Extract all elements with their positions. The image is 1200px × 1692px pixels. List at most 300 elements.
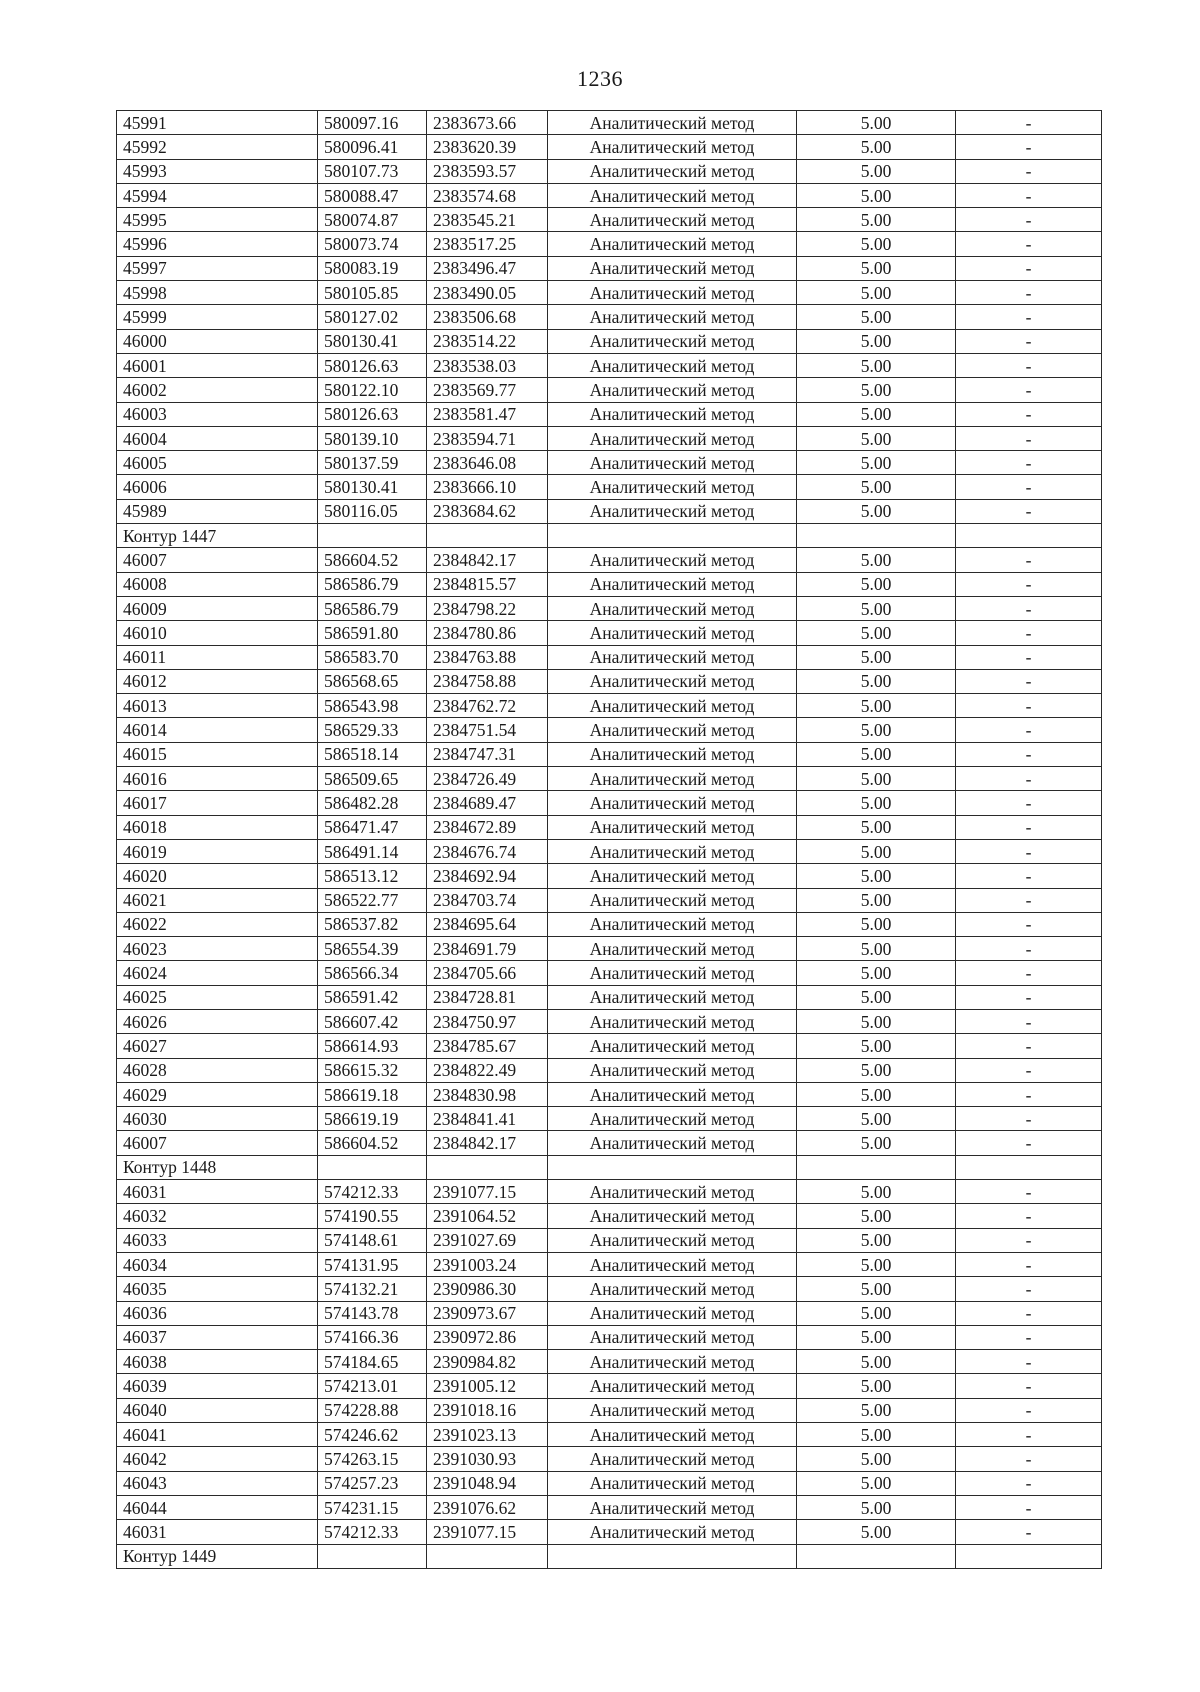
table-row <box>117 1398 1102 1422</box>
point-id-cell: 45995 <box>117 208 318 232</box>
method-cell: Аналитический метод <box>548 718 797 742</box>
error-cell: 5.00 <box>797 426 956 450</box>
note-cell: - <box>956 1034 1102 1058</box>
y-coordinate-cell: 2383569.77 <box>427 378 548 402</box>
point-id-cell: 46000 <box>117 329 318 353</box>
x-coordinate-cell: 574143.78 <box>318 1301 427 1325</box>
method-cell: Аналитический метод <box>548 621 797 645</box>
note-cell: - <box>956 572 1102 596</box>
x-coordinate-cell: 586482.28 <box>318 791 427 815</box>
y-coordinate-cell: 2384758.88 <box>427 669 548 693</box>
method-cell: Аналитический метод <box>548 1228 797 1252</box>
note-cell: - <box>956 1277 1102 1301</box>
y-coordinate-cell: 2384842.17 <box>427 548 548 572</box>
y-coordinate-cell: 2391005.12 <box>427 1374 548 1398</box>
point-id-cell: 46019 <box>117 839 318 863</box>
note-cell: - <box>956 1301 1102 1325</box>
note-cell: - <box>956 1180 1102 1204</box>
error-cell: 5.00 <box>797 839 956 863</box>
note-cell: - <box>956 985 1102 1009</box>
y-coordinate-cell: 2383594.71 <box>427 426 548 450</box>
x-coordinate-cell: 574212.33 <box>318 1180 427 1204</box>
point-id-cell: 46037 <box>117 1325 318 1349</box>
error-cell: 5.00 <box>797 1520 956 1544</box>
method-cell: Аналитический метод <box>548 548 797 572</box>
x-coordinate-cell: 574132.21 <box>318 1277 427 1301</box>
table-row <box>117 937 1102 961</box>
method-cell: Аналитический метод <box>548 767 797 791</box>
error-cell: 5.00 <box>797 256 956 280</box>
empty-cell <box>956 524 1102 548</box>
note-cell: - <box>956 669 1102 693</box>
method-cell: Аналитический метод <box>548 402 797 426</box>
y-coordinate-cell: 2391027.69 <box>427 1228 548 1252</box>
table-row <box>117 791 1102 815</box>
note-cell: - <box>956 888 1102 912</box>
y-coordinate-cell: 2383506.68 <box>427 305 548 329</box>
x-coordinate-cell: 586509.65 <box>318 767 427 791</box>
empty-cell <box>318 1155 427 1179</box>
x-coordinate-cell: 586518.14 <box>318 742 427 766</box>
empty-cell <box>427 1544 548 1568</box>
method-cell: Аналитический метод <box>548 353 797 377</box>
method-cell: Аналитический метод <box>548 1423 797 1447</box>
note-cell: - <box>956 183 1102 207</box>
note-cell: - <box>956 111 1102 135</box>
point-id-cell: 45996 <box>117 232 318 256</box>
x-coordinate-cell: 586615.32 <box>318 1058 427 1082</box>
x-coordinate-cell: 586543.98 <box>318 694 427 718</box>
y-coordinate-cell: 2384695.64 <box>427 912 548 936</box>
error-cell: 5.00 <box>797 645 956 669</box>
error-cell: 5.00 <box>797 232 956 256</box>
table-row <box>117 1034 1102 1058</box>
x-coordinate-cell: 586554.39 <box>318 937 427 961</box>
x-coordinate-cell: 580088.47 <box>318 183 427 207</box>
table-row <box>117 548 1102 572</box>
table-row <box>117 669 1102 693</box>
table-row <box>117 111 1102 135</box>
table-row <box>117 208 1102 232</box>
x-coordinate-cell: 586619.19 <box>318 1107 427 1131</box>
table-row <box>117 1082 1102 1106</box>
point-id-cell: 46007 <box>117 548 318 572</box>
note-cell: - <box>956 1471 1102 1495</box>
empty-cell <box>956 1155 1102 1179</box>
error-cell: 5.00 <box>797 767 956 791</box>
y-coordinate-cell: 2383517.25 <box>427 232 548 256</box>
note-cell: - <box>956 767 1102 791</box>
method-cell: Аналитический метод <box>548 1204 797 1228</box>
table-row <box>117 1301 1102 1325</box>
note-cell: - <box>956 718 1102 742</box>
method-cell: Аналитический метод <box>548 329 797 353</box>
method-cell: Аналитический метод <box>548 864 797 888</box>
x-coordinate-cell: 580096.41 <box>318 135 427 159</box>
point-id-cell: 46006 <box>117 475 318 499</box>
table-row <box>117 767 1102 791</box>
contour-header-row <box>117 1155 1102 1179</box>
point-id-cell: 46031 <box>117 1520 318 1544</box>
y-coordinate-cell: 2391076.62 <box>427 1495 548 1519</box>
y-coordinate-cell: 2391048.94 <box>427 1471 548 1495</box>
point-id-cell: 46039 <box>117 1374 318 1398</box>
method-cell: Аналитический метод <box>548 596 797 620</box>
method-cell: Аналитический метод <box>548 1277 797 1301</box>
table-row <box>117 1325 1102 1349</box>
method-cell: Аналитический метод <box>548 912 797 936</box>
x-coordinate-cell: 586614.93 <box>318 1034 427 1058</box>
page-number: 1236 <box>577 66 623 91</box>
contour-header-row <box>117 1544 1102 1568</box>
y-coordinate-cell: 2384726.49 <box>427 767 548 791</box>
method-cell: Аналитический метод <box>548 281 797 305</box>
method-cell: Аналитический метод <box>548 1034 797 1058</box>
error-cell: 5.00 <box>797 1495 956 1519</box>
x-coordinate-cell: 580130.41 <box>318 329 427 353</box>
method-cell: Аналитический метод <box>548 1495 797 1519</box>
error-cell: 5.00 <box>797 475 956 499</box>
y-coordinate-cell: 2383684.62 <box>427 499 548 523</box>
y-coordinate-cell: 2384780.86 <box>427 621 548 645</box>
point-id-cell: 45989 <box>117 499 318 523</box>
error-cell: 5.00 <box>797 451 956 475</box>
x-coordinate-cell: 586529.33 <box>318 718 427 742</box>
y-coordinate-cell: 2384815.57 <box>427 572 548 596</box>
method-cell: Аналитический метод <box>548 183 797 207</box>
y-coordinate-cell: 2384728.81 <box>427 985 548 1009</box>
method-cell: Аналитический метод <box>548 135 797 159</box>
method-cell: Аналитический метод <box>548 499 797 523</box>
error-cell: 5.00 <box>797 1374 956 1398</box>
x-coordinate-cell: 580074.87 <box>318 208 427 232</box>
point-id-cell: 46015 <box>117 742 318 766</box>
method-cell: Аналитический метод <box>548 572 797 596</box>
table-row <box>117 475 1102 499</box>
x-coordinate-cell: 580073.74 <box>318 232 427 256</box>
note-cell: - <box>956 742 1102 766</box>
method-cell: Аналитический метод <box>548 256 797 280</box>
point-id-cell: 46003 <box>117 402 318 426</box>
empty-cell <box>318 524 427 548</box>
error-cell: 5.00 <box>797 961 956 985</box>
error-cell: 5.00 <box>797 888 956 912</box>
empty-cell <box>318 1544 427 1568</box>
note-cell: - <box>956 1495 1102 1519</box>
method-cell: Аналитический метод <box>548 985 797 1009</box>
y-coordinate-cell: 2383574.68 <box>427 183 548 207</box>
table-row <box>117 1447 1102 1471</box>
note-cell: - <box>956 135 1102 159</box>
point-id-cell: 45993 <box>117 159 318 183</box>
table-row <box>117 451 1102 475</box>
table-row <box>117 426 1102 450</box>
point-id-cell: 46023 <box>117 937 318 961</box>
note-cell: - <box>956 1082 1102 1106</box>
note-cell: - <box>956 621 1102 645</box>
table-row <box>117 1471 1102 1495</box>
method-cell: Аналитический метод <box>548 1009 797 1033</box>
method-cell: Аналитический метод <box>548 305 797 329</box>
x-coordinate-cell: 580083.19 <box>318 256 427 280</box>
method-cell: Аналитический метод <box>548 742 797 766</box>
x-coordinate-cell: 574246.62 <box>318 1423 427 1447</box>
y-coordinate-cell: 2391023.13 <box>427 1423 548 1447</box>
point-id-cell: 45998 <box>117 281 318 305</box>
error-cell: 5.00 <box>797 378 956 402</box>
y-coordinate-cell: 2384705.66 <box>427 961 548 985</box>
table-row <box>117 1058 1102 1082</box>
note-cell: - <box>956 451 1102 475</box>
point-id-cell: 46042 <box>117 1447 318 1471</box>
method-cell: Аналитический метод <box>548 839 797 863</box>
point-id-cell: 46028 <box>117 1058 318 1082</box>
table-row <box>117 621 1102 645</box>
note-cell: - <box>956 694 1102 718</box>
error-cell: 5.00 <box>797 1131 956 1155</box>
x-coordinate-cell: 574184.65 <box>318 1350 427 1374</box>
method-cell: Аналитический метод <box>548 208 797 232</box>
table-row <box>117 864 1102 888</box>
x-coordinate-cell: 580105.85 <box>318 281 427 305</box>
table-row <box>117 183 1102 207</box>
method-cell: Аналитический метод <box>548 1325 797 1349</box>
note-cell: - <box>956 596 1102 620</box>
error-cell: 5.00 <box>797 548 956 572</box>
x-coordinate-cell: 574190.55 <box>318 1204 427 1228</box>
error-cell: 5.00 <box>797 572 956 596</box>
x-coordinate-cell: 574257.23 <box>318 1471 427 1495</box>
point-id-cell: 46004 <box>117 426 318 450</box>
x-coordinate-cell: 586491.14 <box>318 839 427 863</box>
point-id-cell: 45991 <box>117 111 318 135</box>
y-coordinate-cell: 2384762.72 <box>427 694 548 718</box>
method-cell: Аналитический метод <box>548 1350 797 1374</box>
error-cell: 5.00 <box>797 1301 956 1325</box>
table-row <box>117 1495 1102 1519</box>
table-row <box>117 572 1102 596</box>
x-coordinate-cell: 586604.52 <box>318 548 427 572</box>
table-row <box>117 1423 1102 1447</box>
error-cell: 5.00 <box>797 596 956 620</box>
note-cell: - <box>956 1350 1102 1374</box>
coordinates-table <box>116 110 1102 1569</box>
x-coordinate-cell: 580122.10 <box>318 378 427 402</box>
error-cell: 5.00 <box>797 1107 956 1131</box>
table-row <box>117 912 1102 936</box>
x-coordinate-cell: 586604.52 <box>318 1131 427 1155</box>
y-coordinate-cell: 2391077.15 <box>427 1520 548 1544</box>
y-coordinate-cell: 2390986.30 <box>427 1277 548 1301</box>
method-cell: Аналитический метод <box>548 1398 797 1422</box>
point-id-cell: 46017 <box>117 791 318 815</box>
error-cell: 5.00 <box>797 305 956 329</box>
x-coordinate-cell: 586619.18 <box>318 1082 427 1106</box>
note-cell: - <box>956 402 1102 426</box>
y-coordinate-cell: 2384692.94 <box>427 864 548 888</box>
point-id-cell: 46031 <box>117 1180 318 1204</box>
method-cell: Аналитический метод <box>548 1252 797 1276</box>
point-id-cell: 46012 <box>117 669 318 693</box>
point-id-cell: 46036 <box>117 1301 318 1325</box>
error-cell: 5.00 <box>797 159 956 183</box>
table-row <box>117 1277 1102 1301</box>
method-cell: Аналитический метод <box>548 669 797 693</box>
table-row <box>117 1350 1102 1374</box>
y-coordinate-cell: 2384747.31 <box>427 742 548 766</box>
empty-cell <box>797 524 956 548</box>
point-id-cell: 46024 <box>117 961 318 985</box>
point-id-cell: 46035 <box>117 1277 318 1301</box>
method-cell: Аналитический метод <box>548 888 797 912</box>
point-id-cell: 46013 <box>117 694 318 718</box>
point-id-cell: 46018 <box>117 815 318 839</box>
y-coordinate-cell: 2383581.47 <box>427 402 548 426</box>
y-coordinate-cell: 2383490.05 <box>427 281 548 305</box>
point-id-cell: 46032 <box>117 1204 318 1228</box>
empty-cell <box>548 1544 797 1568</box>
method-cell: Аналитический метод <box>548 815 797 839</box>
error-cell: 5.00 <box>797 499 956 523</box>
table-row <box>117 256 1102 280</box>
x-coordinate-cell: 586522.77 <box>318 888 427 912</box>
table-row <box>117 1107 1102 1131</box>
empty-cell <box>427 524 548 548</box>
method-cell: Аналитический метод <box>548 111 797 135</box>
point-id-cell: 46030 <box>117 1107 318 1131</box>
contour-label: Контур 1447 <box>117 524 318 548</box>
table-row <box>117 1131 1102 1155</box>
note-cell: - <box>956 839 1102 863</box>
method-cell: Аналитический метод <box>548 791 797 815</box>
point-id-cell: 46026 <box>117 1009 318 1033</box>
method-cell: Аналитический метод <box>548 232 797 256</box>
error-cell: 5.00 <box>797 208 956 232</box>
x-coordinate-cell: 574131.95 <box>318 1252 427 1276</box>
point-id-cell: 45994 <box>117 183 318 207</box>
note-cell: - <box>956 281 1102 305</box>
point-id-cell: 46025 <box>117 985 318 1009</box>
error-cell: 5.00 <box>797 1447 956 1471</box>
y-coordinate-cell: 2390972.86 <box>427 1325 548 1349</box>
y-coordinate-cell: 2384672.89 <box>427 815 548 839</box>
note-cell: - <box>956 378 1102 402</box>
error-cell: 5.00 <box>797 1228 956 1252</box>
table-row <box>117 305 1102 329</box>
point-id-cell: 45997 <box>117 256 318 280</box>
x-coordinate-cell: 580137.59 <box>318 451 427 475</box>
y-coordinate-cell: 2391064.52 <box>427 1204 548 1228</box>
note-cell: - <box>956 159 1102 183</box>
error-cell: 5.00 <box>797 1398 956 1422</box>
error-cell: 5.00 <box>797 135 956 159</box>
error-cell: 5.00 <box>797 1471 956 1495</box>
method-cell: Аналитический метод <box>548 694 797 718</box>
note-cell: - <box>956 1058 1102 1082</box>
point-id-cell: 46011 <box>117 645 318 669</box>
note-cell: - <box>956 1252 1102 1276</box>
error-cell: 5.00 <box>797 1034 956 1058</box>
table-row <box>117 645 1102 669</box>
y-coordinate-cell: 2384822.49 <box>427 1058 548 1082</box>
note-cell: - <box>956 305 1102 329</box>
y-coordinate-cell: 2384751.54 <box>427 718 548 742</box>
method-cell: Аналитический метод <box>548 1471 797 1495</box>
table-row <box>117 888 1102 912</box>
method-cell: Аналитический метод <box>548 1301 797 1325</box>
x-coordinate-cell: 586566.34 <box>318 961 427 985</box>
point-id-cell: 46043 <box>117 1471 318 1495</box>
error-cell: 5.00 <box>797 694 956 718</box>
table-row <box>117 499 1102 523</box>
point-id-cell: 46005 <box>117 451 318 475</box>
point-id-cell: 46033 <box>117 1228 318 1252</box>
point-id-cell: 46020 <box>117 864 318 888</box>
x-coordinate-cell: 574263.15 <box>318 1447 427 1471</box>
note-cell: - <box>956 1204 1102 1228</box>
method-cell: Аналитический метод <box>548 1520 797 1544</box>
error-cell: 5.00 <box>797 353 956 377</box>
table-row <box>117 1228 1102 1252</box>
y-coordinate-cell: 2390973.67 <box>427 1301 548 1325</box>
error-cell: 5.00 <box>797 1009 956 1033</box>
table-row <box>117 985 1102 1009</box>
table-row <box>117 1204 1102 1228</box>
table-row <box>117 1252 1102 1276</box>
note-cell: - <box>956 208 1102 232</box>
x-coordinate-cell: 586591.42 <box>318 985 427 1009</box>
error-cell: 5.00 <box>797 1058 956 1082</box>
point-id-cell: 46040 <box>117 1398 318 1422</box>
table-row <box>117 596 1102 620</box>
contour-label: Контур 1448 <box>117 1155 318 1179</box>
method-cell: Аналитический метод <box>548 961 797 985</box>
error-cell: 5.00 <box>797 111 956 135</box>
y-coordinate-cell: 2384763.88 <box>427 645 548 669</box>
error-cell: 5.00 <box>797 329 956 353</box>
y-coordinate-cell: 2391077.15 <box>427 1180 548 1204</box>
y-coordinate-cell: 2384691.79 <box>427 937 548 961</box>
y-coordinate-cell: 2383666.10 <box>427 475 548 499</box>
x-coordinate-cell: 586583.70 <box>318 645 427 669</box>
method-cell: Аналитический метод <box>548 1131 797 1155</box>
empty-cell <box>548 524 797 548</box>
note-cell: - <box>956 937 1102 961</box>
error-cell: 5.00 <box>797 985 956 1009</box>
point-id-cell: 46009 <box>117 596 318 620</box>
note-cell: - <box>956 1325 1102 1349</box>
note-cell: - <box>956 329 1102 353</box>
table-row <box>117 742 1102 766</box>
method-cell: Аналитический метод <box>548 1374 797 1398</box>
note-cell: - <box>956 912 1102 936</box>
point-id-cell: 46034 <box>117 1252 318 1276</box>
error-cell: 5.00 <box>797 718 956 742</box>
note-cell: - <box>956 475 1102 499</box>
note-cell: - <box>956 1398 1102 1422</box>
x-coordinate-cell: 586591.80 <box>318 621 427 645</box>
y-coordinate-cell: 2383538.03 <box>427 353 548 377</box>
note-cell: - <box>956 256 1102 280</box>
table-row <box>117 1009 1102 1033</box>
point-id-cell: 46022 <box>117 912 318 936</box>
error-cell: 5.00 <box>797 1252 956 1276</box>
table-row <box>117 402 1102 426</box>
method-cell: Аналитический метод <box>548 1082 797 1106</box>
y-coordinate-cell: 2384798.22 <box>427 596 548 620</box>
table-row <box>117 329 1102 353</box>
x-coordinate-cell: 580116.05 <box>318 499 427 523</box>
